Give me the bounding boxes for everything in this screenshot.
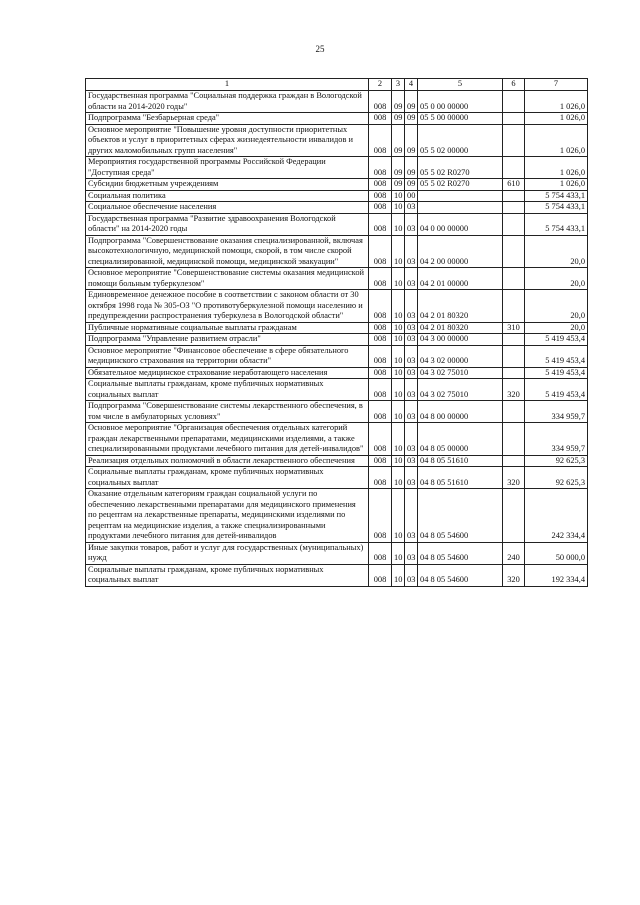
row-name-cell: Основное мероприятие "Повышение уровня доступности приоритетных объектов и услуг в приоритетных сферах жизнедеятельности инвалидов и других маломобильных групп населения": [86, 124, 369, 157]
row-rz-cell: 10: [392, 345, 405, 367]
row-pr-cell: 09: [405, 179, 418, 191]
row-rz-cell: 10: [392, 334, 405, 346]
row-pr-cell: 03: [405, 322, 418, 334]
row-vr-cell: 310: [503, 322, 525, 334]
page-number: 25: [315, 44, 325, 54]
row-csr-cell: 05 5 02 R0270: [418, 157, 503, 179]
row-ved-cell: 008: [369, 157, 392, 179]
row-csr-cell: 04 3 02 75010: [418, 379, 503, 401]
table-row: [86, 157, 588, 179]
row-pr-cell: 03: [405, 367, 418, 379]
table-row: [86, 268, 588, 290]
row-sum-cell: 1 026,0: [525, 124, 588, 157]
row-ved-cell: 008: [369, 542, 392, 564]
row-name-cell: Публичные нормативные социальные выплаты гражданам: [86, 322, 369, 334]
table-row: [86, 290, 588, 323]
row-sum-cell: 5 419 453,4: [525, 334, 588, 346]
row-csr-cell: 04 2 01 80320: [418, 322, 503, 334]
row-pr-cell: 09: [405, 157, 418, 179]
row-pr-cell: 03: [405, 489, 418, 543]
row-pr-cell: 03: [405, 379, 418, 401]
row-rz-cell: 09: [392, 124, 405, 157]
row-ved-cell: 008: [369, 190, 392, 202]
row-ved-cell: 008: [369, 423, 392, 456]
row-ved-cell: 008: [369, 213, 392, 235]
table-row: [86, 190, 588, 202]
row-ved-cell: 008: [369, 467, 392, 489]
row-name-cell: Основное мероприятие "Совершенствование системы оказания медицинской помощи больным туберкулезом": [86, 268, 369, 290]
row-vr-cell: [503, 235, 525, 268]
row-pr-cell: 03: [405, 268, 418, 290]
table-row: [86, 334, 588, 346]
row-name-cell: Реализация отдельных полномочий в области лекарственного обеспечения: [86, 455, 369, 467]
row-name-cell: Подпрограмма "Управление развитием отрасли": [86, 334, 369, 346]
row-name-cell: Основное мероприятие "Организация обеспечения отдельных категорий граждан лекарственными препаратами, медицинскими изделиями, а также специализированными продуктами лечебного питания для детей-инвалидов": [86, 423, 369, 456]
row-sum-cell: 5 419 453,4: [525, 345, 588, 367]
row-name-cell: Государственная программа "Развитие здравоохранения Вологодской области" на 2014-2020 годы: [86, 213, 369, 235]
row-rz-cell: 09: [392, 113, 405, 125]
row-rz-cell: 10: [392, 268, 405, 290]
row-rz-cell: 10: [392, 401, 405, 423]
row-pr-cell: 09: [405, 113, 418, 125]
row-rz-cell: 09: [392, 157, 405, 179]
header-col-4: 4: [405, 79, 418, 91]
row-ved-cell: 008: [369, 489, 392, 543]
row-name-cell: Иные закупки товаров, работ и услуг для государственных (муниципальных) нужд: [86, 542, 369, 564]
table-row: [86, 179, 588, 191]
row-vr-cell: [503, 202, 525, 214]
row-ved-cell: 008: [369, 322, 392, 334]
row-name-cell: Единовременное денежное пособие в соответствии с законом области от 30 октября 1998 года № 305-ОЗ "О противотуберкулезной помощи населению и предупреждении распространения туберкулеза в Вологодской области": [86, 290, 369, 323]
row-csr-cell: 05 0 00 00000: [418, 91, 503, 113]
row-pr-cell: 03: [405, 542, 418, 564]
row-pr-cell: 03: [405, 564, 418, 586]
row-sum-cell: 5 754 433,1: [525, 213, 588, 235]
row-pr-cell: 03: [405, 334, 418, 346]
row-vr-cell: [503, 334, 525, 346]
row-vr-cell: [503, 345, 525, 367]
row-sum-cell: 5 754 433,1: [525, 190, 588, 202]
header-col-1: 1: [86, 79, 369, 91]
row-vr-cell: 320: [503, 564, 525, 586]
header-col-7: 7: [525, 79, 588, 91]
row-name-cell: Оказание отдельным категориям граждан социальной услуги по обеспечению лекарственными препаратами для медицинского применения по рецептам на лекарственные препараты, медицинскими изделиями по рецептам на медицинские изделия, а также специализированными продуктами лечебного питания для детей-инвалидов: [86, 489, 369, 543]
row-csr-cell: [418, 190, 503, 202]
row-name-cell: Государственная программа "Социальная поддержка граждан в Вологодской области на 2014-2020 годы": [86, 91, 369, 113]
row-ved-cell: 008: [369, 124, 392, 157]
row-pr-cell: 09: [405, 91, 418, 113]
row-sum-cell: 1 026,0: [525, 179, 588, 191]
row-csr-cell: 04 3 02 00000: [418, 345, 503, 367]
row-sum-cell: 242 334,4: [525, 489, 588, 543]
row-rz-cell: 09: [392, 179, 405, 191]
table-row: [86, 542, 588, 564]
row-csr-cell: 04 8 05 54600: [418, 489, 503, 543]
row-name-cell: Подпрограмма "Совершенствование системы лекарственного обеспечения, в том числе в амбулаторных условиях": [86, 401, 369, 423]
table-header-row: [86, 79, 588, 91]
row-ved-cell: 008: [369, 235, 392, 268]
row-name-cell: Социальные выплаты гражданам, кроме публичных нормативных социальных выплат: [86, 564, 369, 586]
row-vr-cell: [503, 268, 525, 290]
row-name-cell: Обязательное медицинское страхование неработающего населения: [86, 367, 369, 379]
row-csr-cell: 05 5 02 R0270: [418, 179, 503, 191]
row-pr-cell: 03: [405, 467, 418, 489]
header-col-2: 2: [369, 79, 392, 91]
row-csr-cell: 05 5 00 00000: [418, 113, 503, 125]
row-ved-cell: 008: [369, 367, 392, 379]
row-csr-cell: 04 8 05 00000: [418, 423, 503, 456]
row-sum-cell: 50 000,0: [525, 542, 588, 564]
row-csr-cell: 04 3 00 00000: [418, 334, 503, 346]
row-sum-cell: 20,0: [525, 235, 588, 268]
row-vr-cell: [503, 455, 525, 467]
row-vr-cell: [503, 401, 525, 423]
row-vr-cell: [503, 290, 525, 323]
row-ved-cell: 008: [369, 401, 392, 423]
table-body: [86, 91, 588, 587]
row-rz-cell: 09: [392, 91, 405, 113]
table-row: [86, 213, 588, 235]
row-rz-cell: 10: [392, 322, 405, 334]
row-rz-cell: 10: [392, 379, 405, 401]
row-rz-cell: 10: [392, 190, 405, 202]
row-sum-cell: 1 026,0: [525, 113, 588, 125]
table-row: [86, 91, 588, 113]
header-col-5: 5: [418, 79, 503, 91]
row-sum-cell: 20,0: [525, 290, 588, 323]
row-pr-cell: 03: [405, 423, 418, 456]
row-rz-cell: 10: [392, 455, 405, 467]
table-row: [86, 423, 588, 456]
row-vr-cell: [503, 91, 525, 113]
row-sum-cell: 334 959,7: [525, 401, 588, 423]
row-csr-cell: 04 2 01 00000: [418, 268, 503, 290]
row-name-cell: Субсидии бюджетным учреждениям: [86, 179, 369, 191]
row-name-cell: Мероприятия государственной программы Российской Федерации "Доступная среда": [86, 157, 369, 179]
table-row: [86, 124, 588, 157]
row-vr-cell: 240: [503, 542, 525, 564]
row-name-cell: Подпрограмма "Безбарьерная среда": [86, 113, 369, 125]
row-csr-cell: 04 2 00 00000: [418, 235, 503, 268]
row-ved-cell: 008: [369, 113, 392, 125]
row-pr-cell: 03: [405, 345, 418, 367]
row-csr-cell: 04 8 00 00000: [418, 401, 503, 423]
row-sum-cell: 1 026,0: [525, 157, 588, 179]
row-pr-cell: 03: [405, 213, 418, 235]
row-pr-cell: 03: [405, 455, 418, 467]
row-vr-cell: 320: [503, 379, 525, 401]
row-ved-cell: 008: [369, 268, 392, 290]
table-row: [86, 367, 588, 379]
table-row: [86, 322, 588, 334]
row-rz-cell: 10: [392, 564, 405, 586]
row-sum-cell: 5 754 433,1: [525, 202, 588, 214]
table-row: [86, 113, 588, 125]
row-pr-cell: 03: [405, 235, 418, 268]
row-rz-cell: 10: [392, 467, 405, 489]
row-vr-cell: [503, 489, 525, 543]
row-name-cell: Социальное обеспечение населения: [86, 202, 369, 214]
row-vr-cell: 610: [503, 179, 525, 191]
row-sum-cell: 1 026,0: [525, 91, 588, 113]
table-row: [86, 345, 588, 367]
row-sum-cell: 20,0: [525, 322, 588, 334]
row-rz-cell: 10: [392, 290, 405, 323]
row-csr-cell: 04 8 05 51610: [418, 467, 503, 489]
row-pr-cell: 03: [405, 401, 418, 423]
row-csr-cell: 04 8 05 51610: [418, 455, 503, 467]
row-ved-cell: 008: [369, 202, 392, 214]
row-ved-cell: 008: [369, 379, 392, 401]
table-row: [86, 564, 588, 586]
row-rz-cell: 10: [392, 202, 405, 214]
row-sum-cell: 192 334,4: [525, 564, 588, 586]
row-vr-cell: [503, 190, 525, 202]
table-row: [86, 235, 588, 268]
row-name-cell: Социальная политика: [86, 190, 369, 202]
row-ved-cell: 008: [369, 334, 392, 346]
budget-table: [85, 78, 588, 587]
header-col-6: 6: [503, 79, 525, 91]
row-rz-cell: 10: [392, 213, 405, 235]
row-name-cell: Основное мероприятие "Финансовое обеспечение в сфере обязательного медицинского страхования на территории области": [86, 345, 369, 367]
row-pr-cell: 00: [405, 190, 418, 202]
row-csr-cell: 04 0 00 00000: [418, 213, 503, 235]
table-row: [86, 401, 588, 423]
row-pr-cell: 09: [405, 124, 418, 157]
row-ved-cell: 008: [369, 91, 392, 113]
row-rz-cell: 10: [392, 235, 405, 268]
row-vr-cell: 320: [503, 467, 525, 489]
row-name-cell: Социальные выплаты гражданам, кроме публичных нормативных социальных выплат: [86, 467, 369, 489]
table-row: [86, 379, 588, 401]
row-name-cell: Подпрограмма "Совершенствование оказания специализированной, включая высокотехнологичную, медицинской помощи, скорой, в том числе скорой специализированной, медицинской помощи, медицинской эвакуации": [86, 235, 369, 268]
row-sum-cell: 20,0: [525, 268, 588, 290]
row-csr-cell: 04 8 05 54600: [418, 542, 503, 564]
row-rz-cell: 10: [392, 423, 405, 456]
row-name-cell: Социальные выплаты гражданам, кроме публичных нормативных социальных выплат: [86, 379, 369, 401]
row-sum-cell: 92 625,3: [525, 467, 588, 489]
row-vr-cell: [503, 213, 525, 235]
row-ved-cell: 008: [369, 179, 392, 191]
row-csr-cell: 05 5 02 00000: [418, 124, 503, 157]
row-sum-cell: 92 625,3: [525, 455, 588, 467]
table-row: [86, 202, 588, 214]
row-csr-cell: 04 3 02 75010: [418, 367, 503, 379]
row-ved-cell: 008: [369, 455, 392, 467]
row-pr-cell: 03: [405, 290, 418, 323]
row-pr-cell: 03: [405, 202, 418, 214]
row-vr-cell: [503, 124, 525, 157]
row-csr-cell: 04 8 05 54600: [418, 564, 503, 586]
row-ved-cell: 008: [369, 290, 392, 323]
row-vr-cell: [503, 423, 525, 456]
row-vr-cell: [503, 113, 525, 125]
row-vr-cell: [503, 157, 525, 179]
row-vr-cell: [503, 367, 525, 379]
row-rz-cell: 10: [392, 489, 405, 543]
row-csr-cell: 04 2 01 80320: [418, 290, 503, 323]
table-row: [86, 455, 588, 467]
row-sum-cell: 334 959,7: [525, 423, 588, 456]
row-sum-cell: 5 419 453,4: [525, 379, 588, 401]
table-row: [86, 467, 588, 489]
row-ved-cell: 008: [369, 345, 392, 367]
header-col-3: 3: [392, 79, 405, 91]
table-row: [86, 489, 588, 543]
row-ved-cell: 008: [369, 564, 392, 586]
row-rz-cell: 10: [392, 367, 405, 379]
row-csr-cell: [418, 202, 503, 214]
row-rz-cell: 10: [392, 542, 405, 564]
row-sum-cell: 5 419 453,4: [525, 367, 588, 379]
